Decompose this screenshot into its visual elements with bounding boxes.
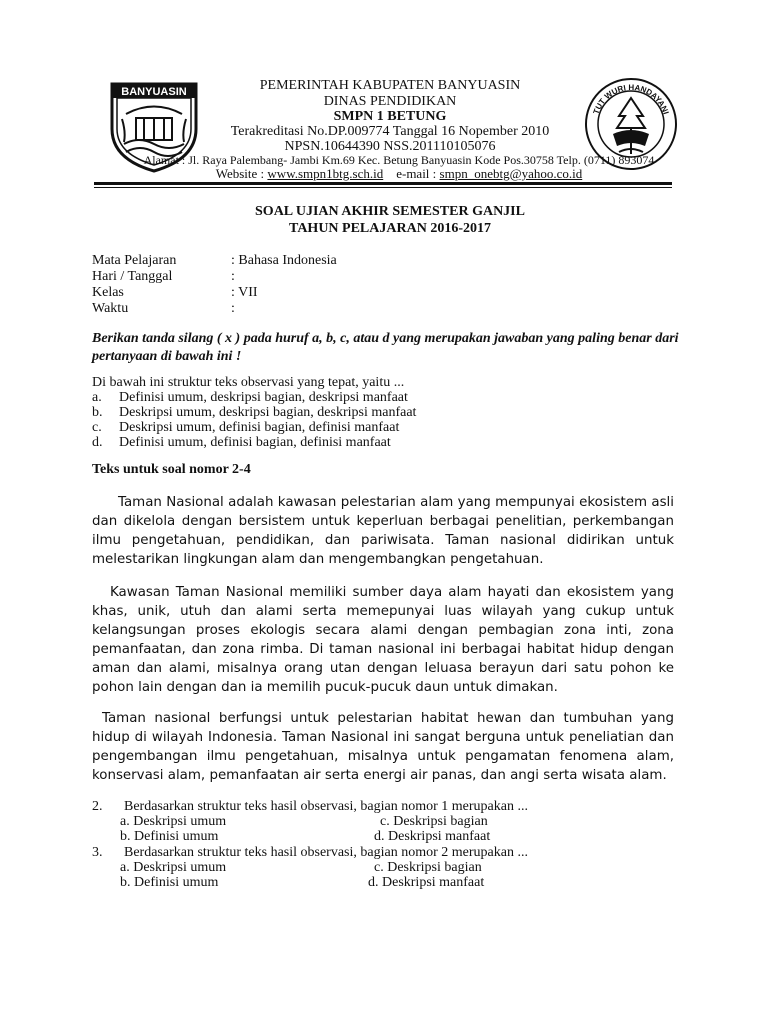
- header-npsn: NPSN.10644390 NSS.201110105076: [284, 139, 496, 154]
- reading-text-heading: Teks untuk soal nomor 2-4: [92, 462, 251, 477]
- exam-year: TAHUN PELAJARAN 2016-2017: [289, 221, 491, 236]
- info-value: :: [231, 269, 235, 284]
- question-2-option-d[interactable]: d. Deskripsi manfaat: [374, 829, 491, 844]
- question-3-option-b[interactable]: b. Definisi umum: [120, 875, 219, 890]
- paragraph-text: Taman Nasional adalah kawasan pelestarian alam yang mempunyai ekosistem asli dan dikelola dengan bersistem untuk keperluan berbagai penelitian, perkembangan ilmu pengetahuan, pendidikan, dan pariwisata. Taman nasional didirikan untuk melestarikan lingkungan alam dan mengembangkan pengetahuan.: [92, 495, 674, 567]
- question-1-text: Di bawah ini struktur teks observasi yang tepat, yaitu ...: [92, 375, 405, 390]
- logo-left-text: BANYUASIN: [121, 86, 187, 98]
- question-stem: Berdasarkan struktur teks hasil observasi, bagian nomor 2 merupakan ...: [124, 845, 528, 860]
- logo-right-text: TUT WURI HANDAYANI: [591, 82, 671, 116]
- header-department: DINAS PENDIDIKAN: [323, 94, 457, 109]
- option-letter: c.: [92, 420, 102, 435]
- email-link[interactable]: smpn_onebtg@yahoo.co.id: [439, 166, 583, 181]
- website-label: Website :: [215, 166, 265, 181]
- option-letter: b.: [92, 405, 103, 420]
- info-label: Kelas: [92, 285, 124, 300]
- header-government: PEMERINTAH KABUPATEN BANYUASIN: [259, 78, 521, 93]
- option-letter: a.: [92, 390, 102, 405]
- question-2-option-a[interactable]: a. Deskripsi umum: [120, 814, 227, 829]
- question-3-option-a[interactable]: a. Deskripsi umum: [120, 860, 227, 875]
- website-link[interactable]: www.smpn1btg.sch.id: [267, 166, 384, 181]
- header-accreditation: Terakreditasi No.DP.009774 Tanggal 16 Nopember 2010: [230, 124, 550, 139]
- option-text: Deskripsi umum, definisi bagian, definisi manfaat: [119, 420, 400, 435]
- reading-paragraph-1: [92, 493, 674, 569]
- header-divider-thin: [94, 187, 672, 188]
- paragraph-text: Kawasan Taman Nasional memiliki sumber daya alam hayati dan ekosistem yang khas, unik, utuh dan alami serta memepunyai luas wilayah yang cukup untuk kelangsungan proses ekologis secara alami dengan pembagian zona inti, zona pemanfaatan, dan zona rimba. Di taman nasional ini berbagai habitat hidup dengan aman dan alami, misalnya orang utan dengan leluasa berayun dari satu pohon ke pohon lain dengan dan ia memilih pucuk-pucuk daun untuk dimakan.: [92, 585, 674, 695]
- exam-title: SOAL UJIAN AKHIR SEMESTER GANJIL: [255, 204, 525, 219]
- reading-paragraph-2: [92, 583, 674, 697]
- paragraph-text: Taman nasional berfungsi untuk pelestarian habitat hewan dan tumbuhan yang hidup di wilayah Indonesia. Taman Nasional ini sangat berguna untuk peneliatian dan pengembangan ilmu pengetahuan, misalnya untuk pengamatan fenomena alam, konservasi alam, pemanfaatan air serta energi air panas, dan angi serta wisata alam.: [92, 711, 674, 783]
- question-2-option-c[interactable]: c. Deskripsi bagian: [380, 814, 488, 829]
- info-label: Hari / Tanggal: [92, 269, 173, 284]
- question-3-option-d[interactable]: d. Deskripsi manfaat: [368, 875, 485, 890]
- email-label: e-mail :: [396, 166, 437, 181]
- header-contact: [104, 166, 694, 182]
- info-label: Mata Pelajaran: [92, 253, 177, 268]
- option-letter: d.: [92, 435, 103, 450]
- question-number: 2.: [92, 799, 103, 814]
- option-text: Deskripsi umum, deskripsi bagian, deskripsi manfaat: [119, 405, 417, 420]
- header-divider-thick: [94, 182, 672, 185]
- option-text: Definisi umum, definisi bagian, definisi manfaat: [119, 435, 391, 450]
- question-stem: Berdasarkan struktur teks hasil observasi, bagian nomor 1 merupakan ...: [124, 799, 528, 814]
- info-value: : Bahasa Indonesia: [231, 253, 337, 268]
- question-2-option-b[interactable]: b. Definisi umum: [120, 829, 219, 844]
- instructions: Berikan tanda silang ( x ) pada huruf a, b, c, atau d yang merupakan jawaban yang paling benar dari pertanyaan di bawah ini !: [92, 331, 679, 364]
- option-text: Definisi umum, deskripsi bagian, deskripsi manfaat: [119, 390, 408, 405]
- header-school-name: SMPN 1 BETUNG: [333, 109, 447, 124]
- info-value: :: [231, 301, 235, 316]
- info-label: Waktu: [92, 301, 129, 316]
- question-3-option-c[interactable]: c. Deskripsi bagian: [374, 860, 482, 875]
- reading-paragraph-3: [92, 709, 674, 785]
- question-number: 3.: [92, 845, 103, 860]
- header-address: Alamat : Jl. Raya Palembang- Jambi Km.69 Kec. Betung Banyuasin Kode Pos.30758 Telp. (0711) 893074: [143, 153, 655, 167]
- info-value: : VII: [231, 285, 258, 300]
